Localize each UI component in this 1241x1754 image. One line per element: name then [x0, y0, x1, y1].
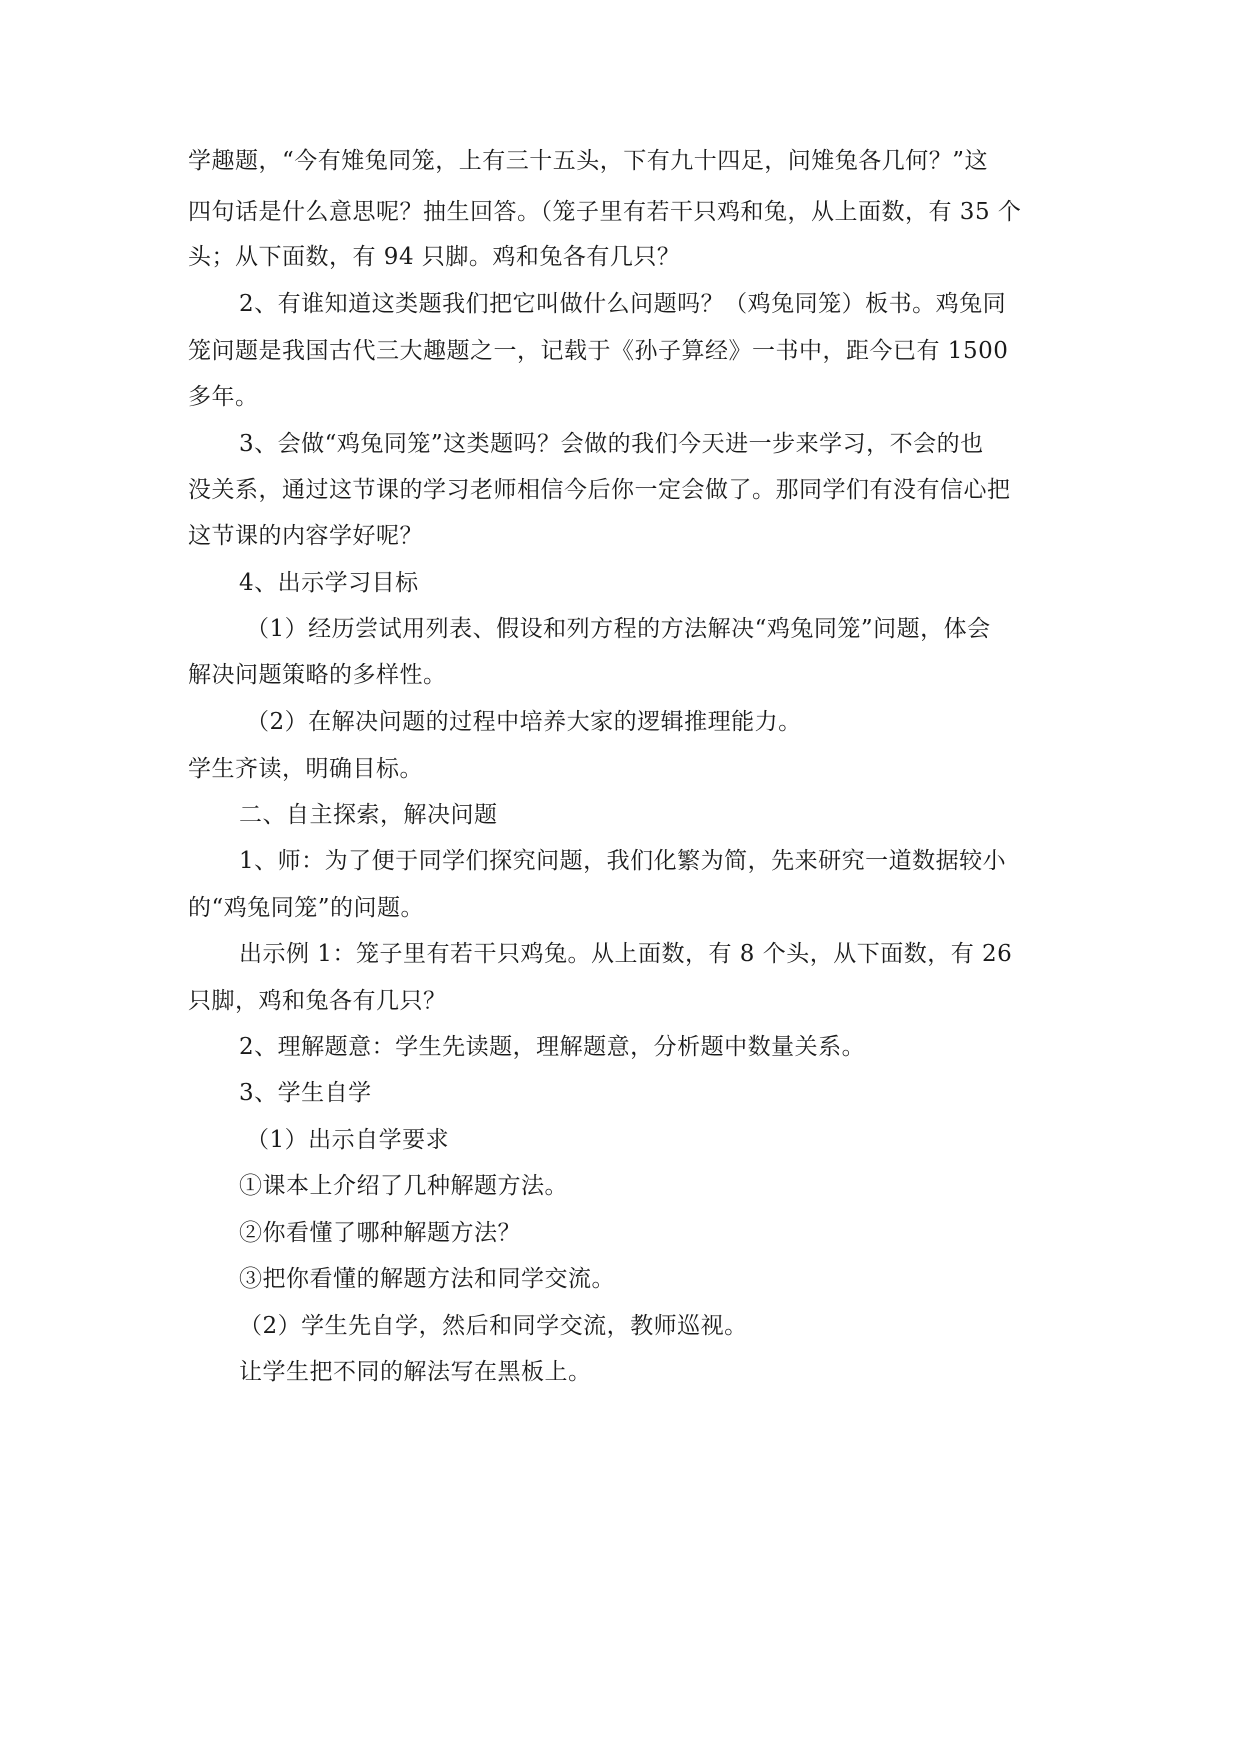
text-line-12: 解决问题策略的多样性。 — [188, 662, 447, 688]
text-line-11: （1）经历尝试用列表、假设和列方程的方法解决“鸡兔同笼”问题，体会 — [246, 616, 991, 642]
text-line-25: ③把你看懂的解题方法和同学交流。 — [239, 1266, 615, 1292]
text-line-8: 没关系，通过这节课的学习老师相信今后你一定会做了。那同学们有没有信心把 — [188, 477, 1011, 503]
text-line-18: 出示例 1：笼子里有若干只鸡兔。从上面数，有 8 个头，从下面数，有 26 — [239, 941, 1013, 967]
text-line-22: （1）出示自学要求 — [246, 1127, 450, 1153]
text-line-4: 2、有谁知道这类题我们把它叫做什么问题吗？（鸡兔同笼）板书。鸡兔同 — [239, 291, 1007, 317]
text-line-2: 四句话是什么意思呢？抽生回答。（笼子里有若干只鸡和兔，从上面数，有 35 个 — [188, 199, 1022, 225]
text-line-17: 的“鸡兔同笼”的问题。 — [188, 895, 425, 921]
text-line-19: 只脚，鸡和兔各有几只？ — [188, 988, 447, 1014]
text-line-15: 二、自主探索，解决问题 — [239, 802, 498, 828]
text-line-14: 学生齐读，明确目标。 — [188, 756, 423, 782]
text-line-7: 3、会做“鸡兔同笼”这类题吗？会做的我们今天进一步来学习，不会的也 — [239, 431, 984, 457]
text-line-16: 1、师：为了便于同学们探究问题，我们化繁为简，先来研究一道数据较小 — [239, 848, 1007, 874]
text-line-10: 4、出示学习目标 — [239, 570, 419, 596]
text-line-26: （2）学生先自学，然后和同学交流，教师巡视。 — [239, 1313, 748, 1339]
text-line-27: 让学生把不同的解法写在黑板上。 — [239, 1359, 592, 1385]
text-line-23: ①课本上介绍了几种解题方法。 — [239, 1173, 568, 1199]
text-line-9: 这节课的内容学好呢？ — [188, 523, 423, 549]
text-line-1: 学趣题，“今有雉兔同笼，上有三十五头，下有九十四足，问雉兔各几何？”这 — [188, 148, 989, 174]
text-line-5: 笼问题是我国古代三大趣题之一，记载于《孙子算经》一书中，距今已有 1500 — [188, 338, 1009, 364]
text-line-3: 头；从下面数，有 94 只脚。鸡和兔各有几只？ — [188, 244, 681, 270]
text-line-6: 多年。 — [188, 384, 259, 410]
text-line-21: 3、学生自学 — [239, 1080, 372, 1106]
text-line-20: 2、理解题意：学生先读题，理解题意，分析题中数量关系。 — [239, 1034, 866, 1060]
text-line-24: ②你看懂了哪种解题方法？ — [239, 1220, 521, 1246]
text-line-13: （2）在解决问题的过程中培养大家的逻辑推理能力。 — [246, 709, 802, 735]
